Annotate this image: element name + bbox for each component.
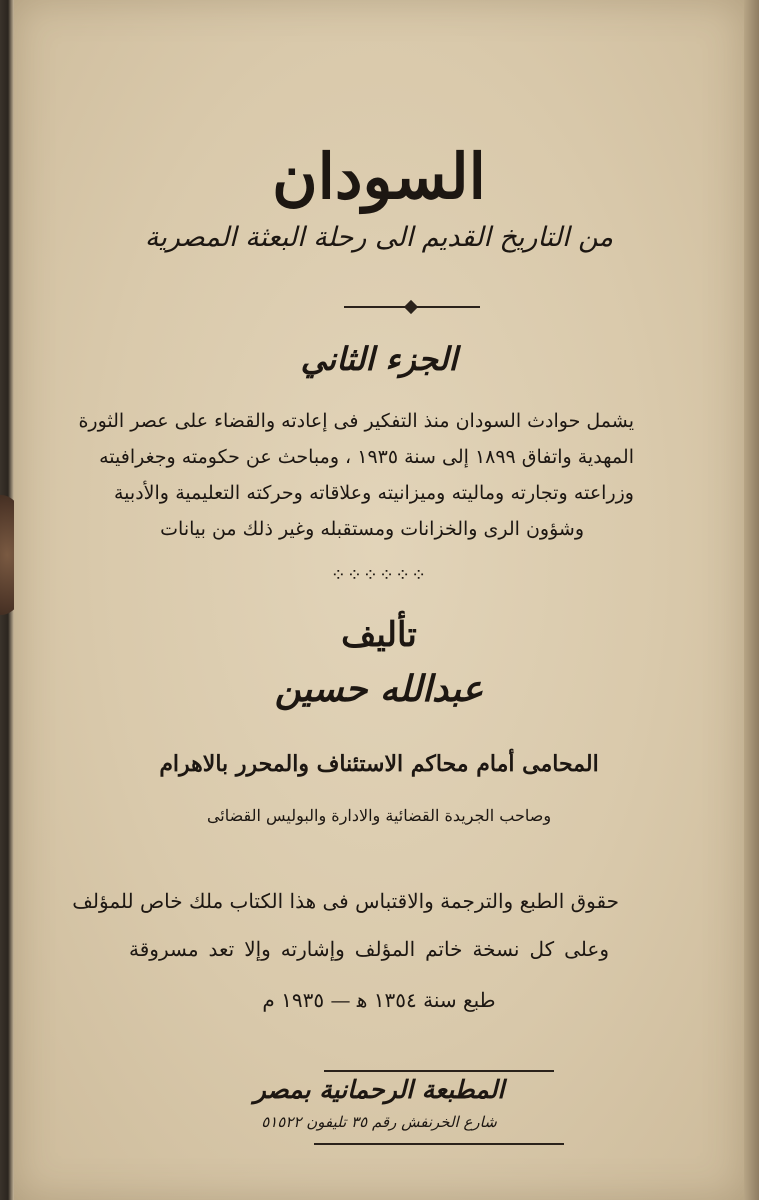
- print-date: طبع سنة ١٣٥٤ ﻫ — ١٩٣٥ م: [262, 988, 496, 1012]
- description-line-4: وشؤون الرى والخزانات ومستقبله وغير ذلك من بيانات: [160, 518, 584, 540]
- author-affiliation: وصاحب الجريدة القضائية والادارة والبوليس القضائى: [206, 806, 552, 825]
- rights-line-2: وعلى كل نسخة خاتم المؤلف وإشارته وإلا تعد مسروقة: [129, 937, 609, 961]
- press-name: المطبعة الرحمانية بمصر: [253, 1075, 505, 1104]
- divider-diamond: [404, 300, 418, 314]
- ornament-divider: ⁘⁘⁘⁘⁘⁘: [330, 565, 428, 586]
- description-line-3: وزراعته وتجارته وماليته وميزانيته وعلاقاته وحركته التعليمية والأدبية: [114, 482, 634, 504]
- book-title: السودان: [272, 140, 486, 213]
- press-rule-bottom: [314, 1143, 564, 1145]
- author-title: المحامى أمام محاكم الاستئناف والمحرر بالاهرام: [159, 751, 599, 777]
- description-line-2: المهدية واتفاق ١٨٩٩ إلى سنة ١٩٣٥ ، ومباحث عن حكومته وجغرافيته: [99, 446, 634, 468]
- divider-top: [344, 306, 480, 308]
- rights-line-1: حقوق الطبع والترجمة والاقتباس فى هذا الكتاب ملك خاص للمؤلف: [72, 889, 619, 913]
- book-subtitle: من التاريخ القديم الى رحلة البعثة المصرية: [144, 222, 614, 253]
- title-page: [14, 0, 744, 1200]
- volume-label: الجزء الثاني: [300, 340, 458, 378]
- authored-by-label: تأليف: [341, 615, 417, 655]
- description-line-1: يشمل حوادث السودان منذ التفكير فى إعادته والقضاء على عصر الثورة: [78, 410, 634, 432]
- press-rule-top: [324, 1070, 554, 1072]
- press-address: شارع الخرنفش رقم ٣٥ تليفون ٥١٥٢٢: [261, 1113, 497, 1131]
- author-name: عبدالله حسين: [274, 668, 484, 710]
